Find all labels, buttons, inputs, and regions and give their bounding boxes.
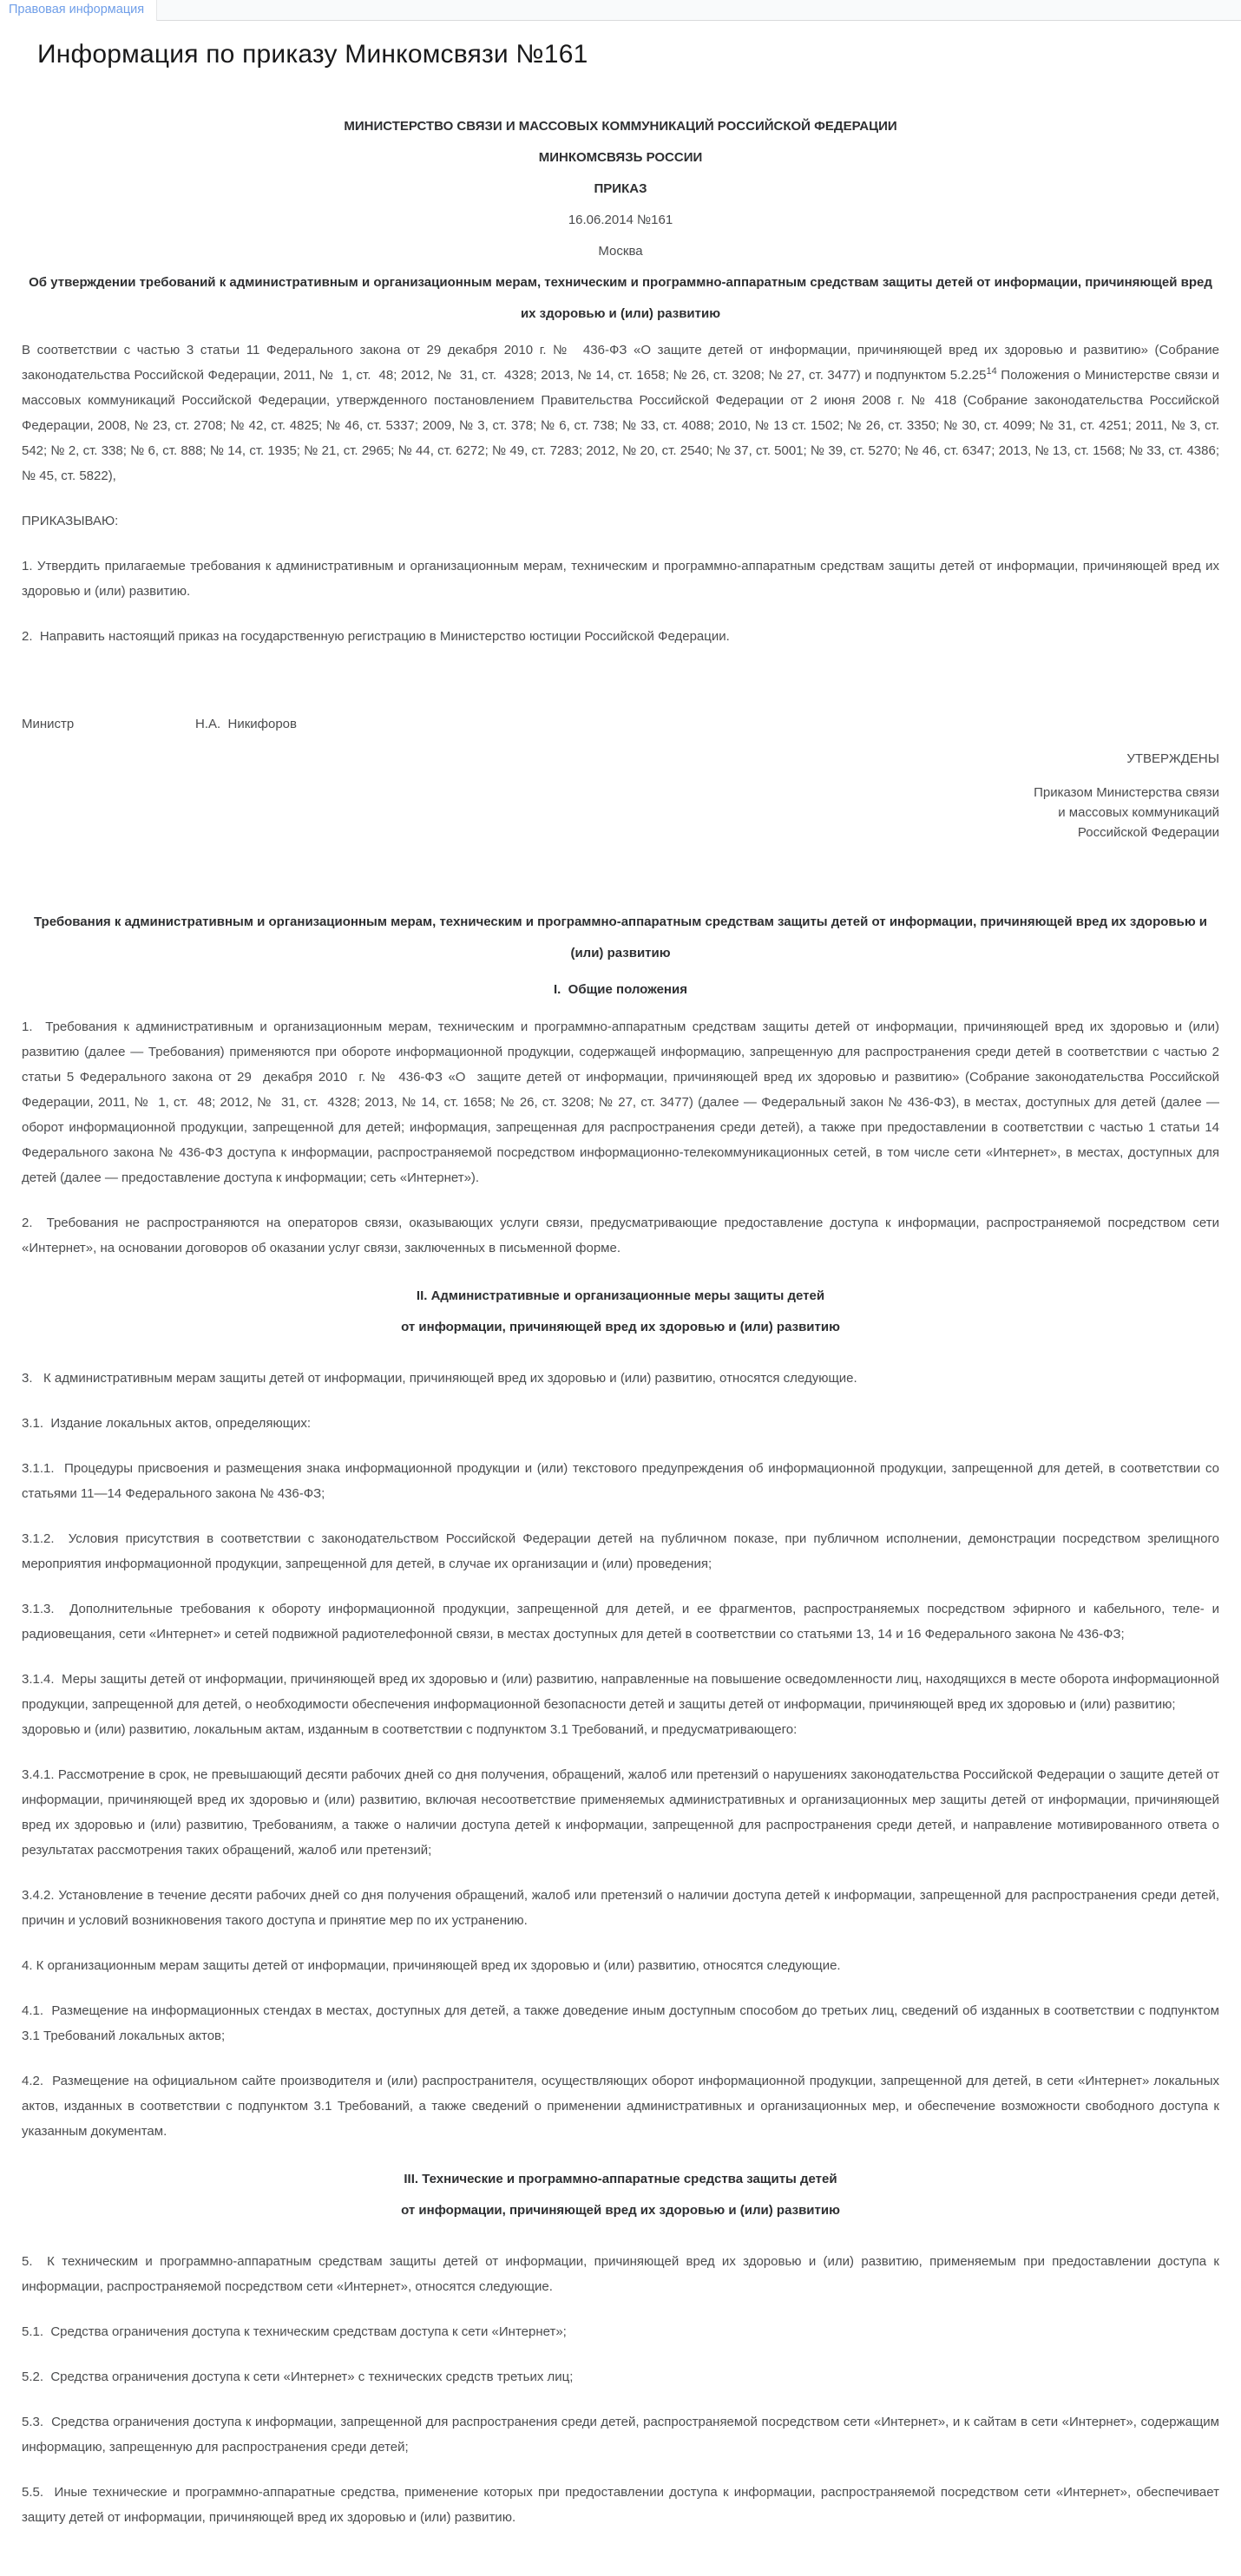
paragraph-3-4-1: 3.4.1. Рассмотрение в срок, не превышающий десяти рабочих дней со дня получения, обращений, жалоб или претензий о нарушениях законодательства Российской Федерации о защите детей от информации, причиняющей вред их здоровью и (или) развитию, включая несоответствие применяемых административных и организационных мер защиты детей от информации, причиняющей вред их здоровью и (или) развитию, Требованиям, а также о наличии доступа детей к информации, запрещенной для распространения среди детей, и направление мотивированного ответа о результатах рассмотрения таких обращений, жалоб или претензий; <box>22 1767 1219 1858</box>
date-and-number-line: 16.06.2014 №161 <box>568 213 673 227</box>
paragraph-5-3: 5.3. Средства ограничения доступа к информации, запрещенной для распространения среди детей, распространяемой посредством сети «Интернет», и к сайтам в сети «Интернет», содержащим информацию, запрещенную для распространения среди детей; <box>22 2415 1219 2455</box>
command-word: ПРИКАЗЫВАЮ: <box>22 514 119 528</box>
document-body <box>0 111 1241 2576</box>
paragraph-4: 4. К организационным мерам защиты детей от информации, причиняющей вред их здоровью и (или) развитию, относятся следующие. <box>22 1958 841 1973</box>
approved-block <box>22 749 1219 842</box>
order-item-2: 2. Направить настоящий приказ на государственную регистрацию в Министерство юстиции Российской Федерации. <box>22 629 730 644</box>
paragraph-3-1: 3.1. Издание локальных актов, определяющих: <box>22 1416 312 1431</box>
section-1-heading: I. Общие положения <box>554 982 687 997</box>
tab-strip-empty <box>157 0 1241 21</box>
preamble-paragraph <box>22 338 1219 488</box>
ministry-name-line: МИНИСТЕРСТВО СВЯЗИ И МАССОВЫХ КОММУНИКАЦИЙ РОССИЙСКОЙ ФЕДЕРАЦИИ <box>344 119 897 134</box>
approved-by-line-1: Приказом Министерства связи <box>1034 785 1219 800</box>
paragraph-3-1-4: 3.1.4. Меры защиты детей от информации, причиняющей вред их здоровью и (или) развитию, направленные на повышение осведомленности лиц, находящихся в месте оборота информационной продукции, запрещенной для детей, о необходимости обеспечения информационной безопасности детей и защиты детей от информации, причиняющей вред их здоровью и (или) развитию; <box>22 1672 1219 1712</box>
paragraph-5-5: 5.5. Иные технические и программно-аппаратные средства, применение которых при предоставлении доступа к информации, распространяемой посредством сети «Интернет», обеспечивает защиту детей от информации, причиняющей вред их здоровью и (или) развитию. <box>22 2485 1219 2525</box>
approved-by-line-2: и массовых коммуникаций <box>1058 805 1219 820</box>
section-3-heading-line-2: от информации, причиняющей вред их здоровью и (или) развитию <box>401 2203 840 2218</box>
paragraph-3-1-1: 3.1.1. Процедуры присвоения и размещения знака информационной продукции и (или) текстового предупреждения об информационной продукции, запрещенной для детей, в соответствии со статьями 11—14 Федерального закона № 436-ФЗ; <box>22 1461 1219 1501</box>
paragraph-5: 5. К техническим и программно-аппаратным средствам защиты детей от информации, причиняющей вред их здоровью и (или) развитию, применяемым при предоставлении доступа к информации, распространяемой посредством сети «Интернет», относятся следующие. <box>22 2254 1219 2294</box>
city-line: Москва <box>598 244 643 259</box>
approved-by-line-3: Российской Федерации <box>1077 825 1219 840</box>
paragraph-1: 1. Требования к административным и организационным мерам, техническим и программно-аппаратным средствам защиты детей от информации, причиняющей вред их здоровью и (или) развитию (далее — Требования) применяются при обороте информационной продукции, содержащей информацию, запрещенную для распространения среди детей в соответствии с частью 2 статьи 5 Федерального закона от 29 декабря 2010 г. № 436-ФЗ «О защите детей от информации, причиняющей вред их здоровью и развитию» (Собрание законодательства Российской Федерации, 2011, № 1, ст. 48; 2012, № 31, ст. 4328; 2013, № 14, ст. 1658; № 26, ст. 3208; № 27, ст. 3477) (далее — Федеральный закон № 436-ФЗ), в местах, доступных для детей (далее — оборот информационной продукции, запрещенной для детей; информация, запрещенная для распространения среди детей), а также при предоставлении в соответствии с частью 1 статьи 14 Федерального закона № 436-ФЗ доступа к информации, распространяемой посредством информационно-телекоммуникационных сетей, в том числе сети «Интернет», в местах, доступных для детей (далее — предоставление доступа к информации; сеть «Интернет»). <box>22 1019 1219 1185</box>
paragraph-3-4-2: 3.4.2. Установление в течение десяти рабочих дней со дня получения обращений, жалоб или претензий о наличии доступа детей к информации, запрещенной для распространения среди детей, причин и условий возникновения такого доступа и принятие мер по их устранению. <box>22 1888 1219 1928</box>
approved-by-lines <box>22 783 1219 842</box>
paragraph-2: 2. Требования не распространяются на операторов связи, оказывающих услуги связи, предусматривающие предоставление доступа к информации, распространяемой посредством сети «Интернет», на основании договоров об оказании услуг связи, заключенных в письменной форме. <box>22 1216 1219 1255</box>
section-2-heading-line-1: II. Административные и организационные меры защиты детей <box>416 1288 825 1303</box>
preamble-text-after-footnote: Положения о Министерстве связи и массовых коммуникаций Российской Федерации, утвержденного постановлением Правительства Российской Федерации от 2 июня 2008 г. № 418 (Собрание законодательства Российской Федерации, 2008, № 23, ст. 2708; № 42, ст. 4825; № 46, ст. 5337; 2009, № 3, ст. 378; № 6, ст. 738; № 33, ст. 4088; 2010, № 13 ст. 1502; № 26, ст. 3350; № 30, ст. 4099; № 31, ст. 4251; 2011, № 3, ст. 542; № 2, ст. 338; № 6, ст. 888; № 14, ст. 1935; № 21, ст. 2965; № 44, ст. 6272; № 49, ст. 7283; 2012, № 20, ст. 2540; № 37, ст. 5001; № 39, ст. 5270; № 46, ст. 6347; 2013, № 13, ст. 1568; № 33, ст. 4386; № 45, ст. 5822), <box>22 368 1219 483</box>
document-type-line: ПРИКАЗ <box>594 181 647 196</box>
approved-label: УТВЕРЖДЕНЫ <box>1126 751 1219 766</box>
agency-short-name-line: МИНКОМСВЯЗЬ РОССИИ <box>538 150 703 165</box>
section-2-heading <box>22 1281 1219 1343</box>
paragraph-5-1: 5.1. Средства ограничения доступа к техническим средствам доступа к сети «Интернет»; <box>22 2324 567 2339</box>
paragraph-4-1: 4.1. Размещение на информационных стендах в местах, доступных для детей, а также доведение иным доступным способом до третьих лиц, сведений об изданных в соответствии с подпунктом 3.1 Требований локальных актов; <box>22 2003 1219 2043</box>
page-title: Информация по приказу Минкомсвязи №161 <box>37 40 588 69</box>
paragraph-4-2: 4.2. Размещение на официальном сайте производителя и (или) распространителя, осуществляющих оборот информационной продукции, запрещенной для детей, в сети «Интернет» локальных актов, изданных в соответствии с подпунктом 3.1 Требований, а также сведений о применении административных и организационных мер, и обеспечение возможности свободного доступа к указанным документам. <box>22 2074 1219 2139</box>
order-item-1: 1. Утвердить прилагаемые требования к административным и организационным мерам, техническим и программно-аппаратным средствам защиты детей от информации, причиняющей вред их здоровью и (или) развитию. <box>22 559 1219 599</box>
paragraph-5-2: 5.2. Средства ограничения доступа к сети «Интернет» с технических средств третьих лиц; <box>22 2370 574 2384</box>
section-3-heading-line-1: III. Технические и программно-аппаратные средства защиты детей <box>404 2172 837 2186</box>
paragraph-3-1-3: 3.1.3. Дополнительные требования к обороту информационной продукции, запрещенной для детей, и ее фрагментов, распространяемых посредством эфирного и кабельного, теле- и радиовещания, сети «Интернет» и сетей подвижной радиотелефонной связи, в местах доступных для детей в соответствии со статьями 13, 14 и 16 Федерального закона № 436-ФЗ; <box>22 1602 1219 1642</box>
signer-name: Н.А. Никифоров <box>195 717 297 731</box>
tab-bar <box>0 0 1241 21</box>
paragraph-3: 3. К административным мерам защиты детей от информации, причиняющей вред их здоровью и (или) развитию, относятся следующие. <box>22 1371 857 1386</box>
signer-role: Министр <box>22 717 75 731</box>
signature-row <box>22 711 1219 737</box>
preamble-text-before-footnote: В соответствии с частью 3 статьи 11 Федерального закона от 29 декабря 2010 г. № 436-ФЗ «О защите детей от информации, причиняющей вред их здоровью и развитию» (Собрание законодательства Российской Федерации, 2011, № 1, ст. 48; 2012, № 31, ст. 4328; 2013, № 14, ст. 1658; № 26, ст. 3208; № 27, ст. 3477) и подпунктом 5.2.25 <box>22 343 1219 383</box>
section-3-heading <box>22 2164 1219 2226</box>
paragraph-3-1-4-continuation: здоровью и (или) развитию, локальным актам, изданным в соответствии с подпунктом 3.1 Требований, и предусматривающего: <box>22 1722 798 1737</box>
tab-legal-information[interactable]: Правовая информация <box>0 0 157 21</box>
footnote-reference: 14 <box>986 366 997 377</box>
paragraph-3-1-2: 3.1.2. Условия присутствия в соответствии с законодательством Российской Федерации детей на публичном показе, при публичном исполнении, демонстрации посредством зрелищного мероприятия информационной продукции, запрещенной для детей, в случае их организации и (или) проведения; <box>22 1531 1219 1571</box>
order-subject: Об утверждении требований к административным и организационным мерам, техническим и программно-аппаратным средствам защиты детей от информации, причиняющей вред их здоровью и (или) развитию <box>29 275 1212 321</box>
section-2-heading-line-2: от информации, причиняющей вред их здоровью и (или) развитию <box>401 1320 840 1334</box>
requirements-title: Требования к административным и организационным мерам, техническим и программно-аппаратным средствам защиты детей от информации, причиняющей вред их здоровью и (или) развитию <box>33 914 1208 960</box>
